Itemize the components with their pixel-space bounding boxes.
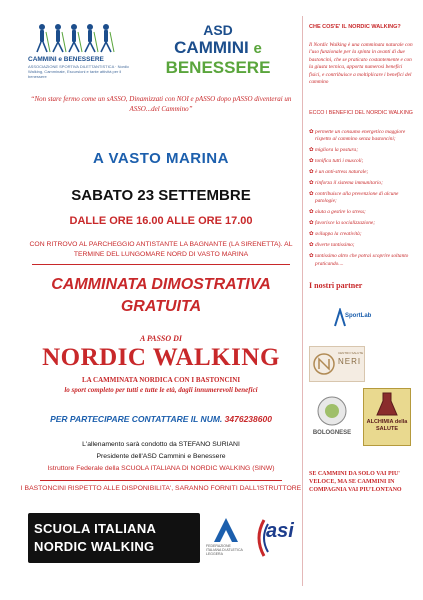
divider: [40, 480, 282, 481]
flower-bullet-icon: ✿: [309, 180, 314, 187]
flower-bullet-icon: ✿: [309, 220, 314, 227]
sidebar-description: Il Nordic Walking è una camminata naturale con l'uso funzionale per la spinta in avanti di due bastoncini, che se praticato costantemente e con la giusta tecnica, apporta numerosi benefici fisici, e contribuisce a moltiplicare i benefici del cammino: [309, 42, 413, 86]
benefit-text: permette un consumo energetico maggiore rispetto al cammino senza bastoncini;: [315, 129, 406, 143]
benefit-item: [309, 147, 413, 154]
cammini-benessere-logo: [26, 22, 136, 82]
cammini-line: [148, 38, 288, 58]
alchimia-word: ALCHIMIA della SALUTE: [366, 419, 408, 432]
benefit-item: [309, 253, 413, 267]
benefit-text: aiuta a gestire lo stress;: [315, 209, 366, 216]
fidal-text: FEDERAZIONE ITALIANA DI ATLETICA LEGGERA: [206, 544, 243, 556]
asd-label: ASD: [203, 22, 233, 38]
benefit-text: è un anti-stress naturale;: [315, 169, 369, 176]
event-date: SABATO 23 SETTEMBRE: [71, 187, 251, 204]
walkers-icon: [32, 22, 122, 54]
sidebar-question: CHE COS'E' IL NORDIC WALKING?: [309, 24, 401, 30]
nordic-subtitle-2: lo sport completo per tutti e tutte le età, dagli innumerevoli benefici: [64, 386, 258, 394]
bolognese-emblem-icon: [309, 394, 355, 428]
benefits-list: [309, 129, 413, 272]
asi-logo: [254, 514, 300, 562]
benefit-text: migliora la postura;: [315, 147, 358, 154]
sticks-notice: I BASTONCINI RISPETTO ALLE DISPONIBILITA', SARANNO FORNITI DALL'ISTRUTTORE: [20, 485, 302, 492]
flower-bullet-icon: ✿: [309, 191, 314, 198]
meeting-point: CON RITROVO AL PARCHEGGIO ANTISTANTE LA BAGNANTE (LA SIRENETTA). AL TERMINE DEL LUNGOMARE NORD DI VASTO MARINA: [29, 241, 293, 258]
nordic-walking-title: NORDIC WALKING: [42, 344, 280, 371]
location-heading: A VASTO MARINA: [93, 150, 229, 167]
benefit-item: [309, 231, 413, 238]
benefit-item: [309, 158, 413, 165]
contact-line: [20, 414, 302, 424]
partner-sportlab-logo: [333, 308, 383, 328]
e-label: e: [253, 40, 262, 57]
fidal-logo: [206, 516, 246, 562]
neri-word: NERI: [338, 357, 362, 366]
benefit-text: diverte tantissimo;: [315, 242, 355, 249]
contact-number[interactable]: 3476238600: [224, 414, 272, 424]
cammini-label: CAMMINI: [174, 38, 249, 57]
closing-motto: SE CAMMINI DA SOLO VAI PIU' VELOCE, MA SE CAMMINI IN COMPAGNIA VAI PIU'LONTANO: [309, 471, 402, 493]
demo-walk-line1: CAMMINATA DIMOSTRATIVA: [51, 276, 271, 293]
scuola-italiana-nordic-walking-logo: [28, 513, 200, 563]
event-hours: DALLE ORE 16.00 ALLE ORE 17.00: [69, 215, 253, 227]
nordic-subtitle-1: LA CAMMINATA NORDICA CON I BASTONCINI: [81, 376, 241, 384]
main-column: [20, 16, 302, 586]
neri-small: CENTRO SALUTE: [338, 351, 364, 355]
alchimia-flask-icon: [364, 389, 410, 419]
divider: [32, 264, 290, 265]
partner-bolognese-logo: [309, 394, 355, 442]
neri-emblem-icon: [312, 349, 336, 379]
benefit-text: contribuisce alla prevenzione di alcune patologie;: [315, 191, 399, 205]
left-logo-subtitle: ASSOCIAZIONE SPORTIVA DILETTANTISTICA · Nordic Walking, Camminate, Escursioni e tante attività per il benessere: [28, 64, 130, 79]
asi-word: asi: [266, 520, 294, 542]
benefit-text: tonifica tutti i muscoli;: [315, 158, 364, 165]
benefit-text: sviluppa la creatività;: [315, 231, 362, 238]
a-passo-di: A PASSO DI: [139, 334, 183, 343]
flower-bullet-icon: ✿: [309, 209, 314, 216]
flower-bullet-icon: ✿: [309, 242, 314, 249]
sportlab-word: SportLab: [345, 313, 372, 319]
flower-bullet-icon: ✿: [309, 169, 314, 176]
flower-bullet-icon: ✿: [309, 147, 314, 154]
instructor-line: Istruttore Federale della SCUOLA ITALIANA DI NORDIC WALKING (SINW): [47, 465, 275, 472]
flower-bullet-icon: ✿: [309, 253, 314, 260]
benefit-text: tantissimo altro che potrai scoprire soltanto praticando....: [315, 253, 409, 267]
scuola-line2: NORDIC WALKING: [34, 539, 155, 554]
flower-bullet-icon: ✿: [309, 129, 314, 135]
benefit-item: [309, 242, 413, 249]
demo-walk-line2: GRATUITA: [120, 298, 202, 315]
partner-alchimia-logo: [363, 388, 411, 446]
scuola-line1: SCUOLA ITALIANA: [34, 521, 157, 536]
contact-label: PER PARTECIPARE CONTATTARE IL NUM.: [50, 414, 223, 424]
conducted-by: L'allenamento sarà condotto da STEFANO SURIANI: [82, 441, 240, 448]
benefits-heading: ECCO I BENEFICI DEL NORDIC WALKING: [309, 110, 413, 116]
partners-title: I nostri partner: [309, 281, 363, 290]
left-logo-title: CAMMINI e BENESSERE: [28, 56, 104, 63]
partner-neri-logo: [309, 346, 365, 382]
benefit-item: [309, 180, 413, 187]
benefit-item: [309, 169, 413, 176]
asd-cammini-benessere-title: [148, 22, 288, 77]
benefit-item: [309, 129, 413, 143]
fidal-icon: [206, 516, 246, 544]
flower-bullet-icon: ✿: [309, 231, 314, 238]
bolognese-word: BOLOGNESE: [312, 430, 352, 436]
benefit-item: [309, 191, 413, 205]
benessere-label: BENESSERE: [165, 58, 271, 77]
benefit-text: rinforza il sistema immunitario;: [315, 180, 383, 187]
president-line: Presidente dell'ASD Cammini e Benessere: [96, 453, 226, 460]
sidebar: [302, 16, 415, 586]
benefit-item: [309, 209, 413, 216]
benefit-text: favorisce la socializzazione;: [315, 220, 376, 227]
flower-bullet-icon: ✿: [309, 158, 314, 165]
slogan-quote: “Non stare fermo come un sASSO, Dinamizzati con NOI e pASSO dopo pASSO diventerai un ASSO...del Cammino”: [30, 95, 292, 113]
benefit-item: [309, 220, 413, 227]
